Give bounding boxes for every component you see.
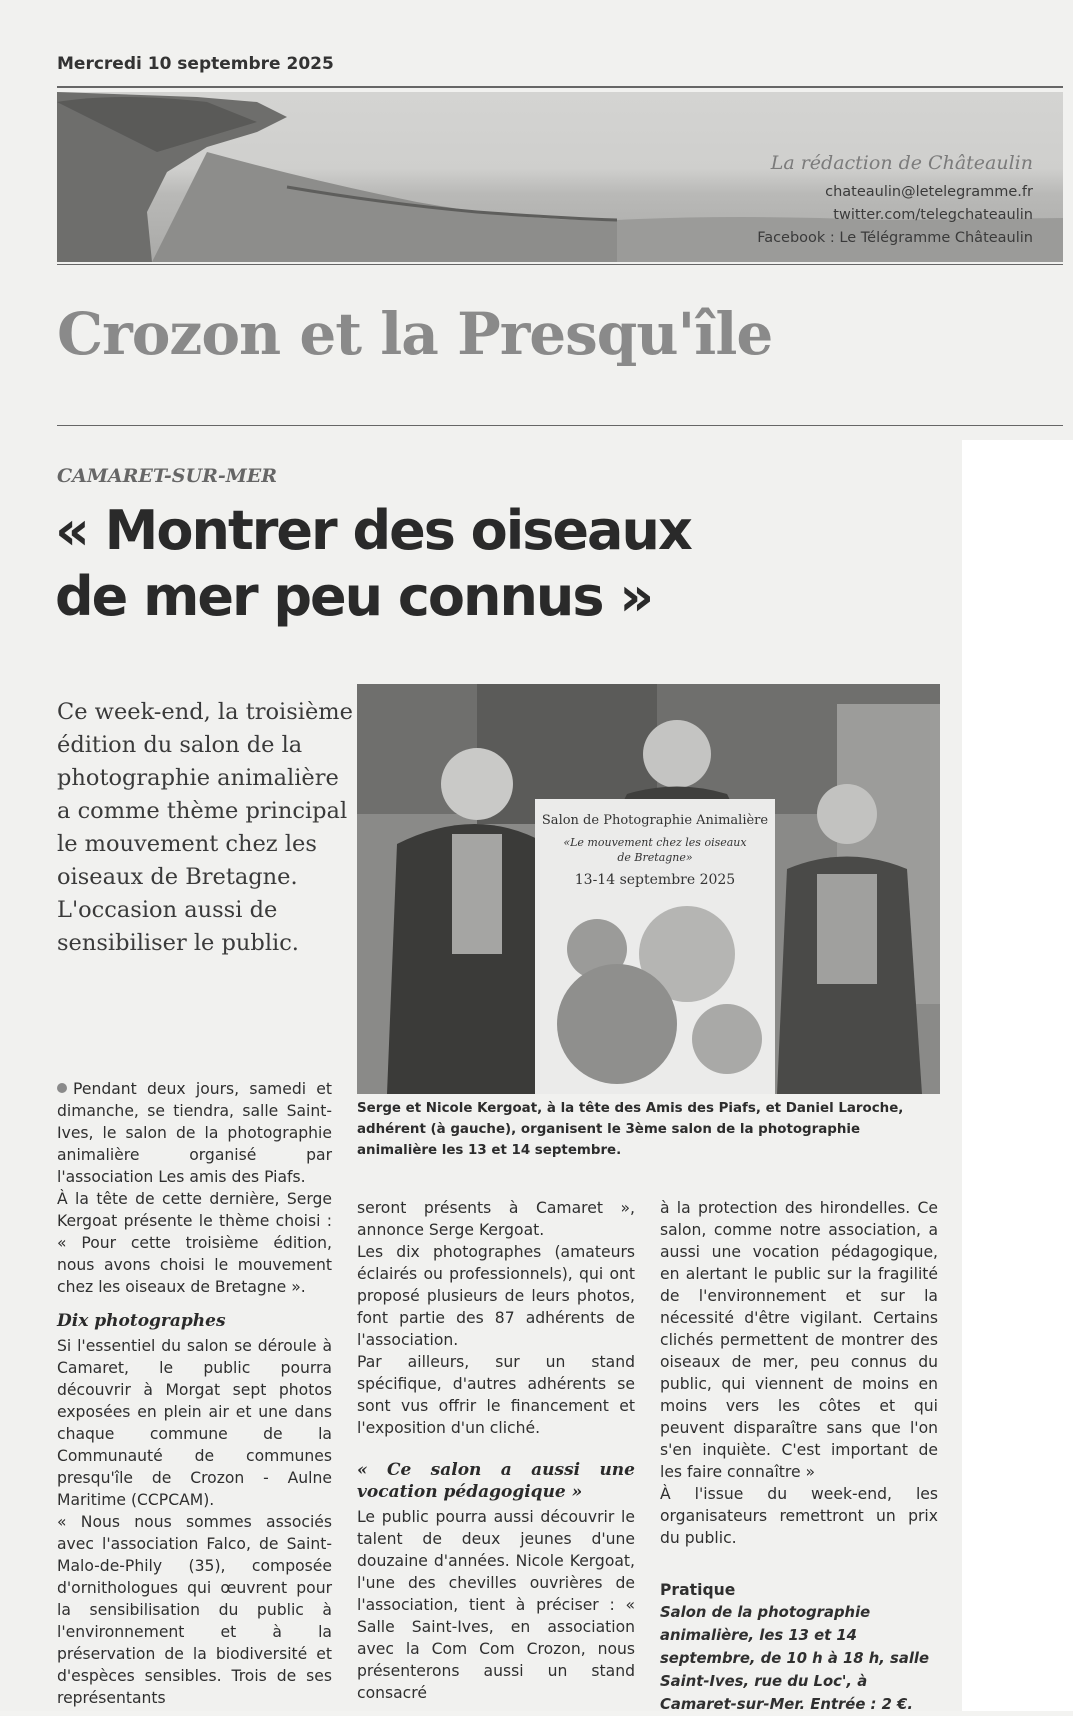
pratique-info: Salon de la photographie animalière, les 13 et 14 septembre, de 10 h à 18 h, salle Saint-Ives, rue du Loc', à Camaret-sur-Mer. Entrée : 2 €. [660,1604,930,1713]
banner-rule [57,264,1063,265]
column-3 [660,1197,938,1716]
col2-paragraph-1: seront présents à Camaret », annonce Serge Kergoat. [357,1199,635,1239]
section-title: Crozon et la Presqu'île [57,300,773,368]
col1-paragraph-3: Si l'essentiel du salon se déroule à Camaret, le public pourra découvrir à Morgat sept photos exposées en plein air et une dans chaque commune de la Communauté de communes presqu'île de Crozon - Aulne Maritime (CCPCAM). [57,1337,332,1509]
photo-illustration [357,684,940,1094]
poster-theme-2: de Bretagne» [617,851,693,864]
section-rule [57,425,1063,426]
headline-line1: « Montrer des oiseaux [55,499,691,562]
contact-twitter: twitter.com/telegchateaulin [833,207,1033,223]
bullet-icon [57,1083,67,1093]
headline-line2: de mer peu connus » [55,565,653,628]
col3-paragraph-1: à la protection des hirondelles. Ce salon, comme notre association, a aussi une vocation pédagogique, en alertant le public sur la fragilité de l'environnement et sur la nécessité d'être vigilant. Certains clichés permettent de montrer des oiseaux de mer, peu connus du public, qui viennent de moins en moins vers les côtes et qui peuvent disparaître sans que l'on s'en inquiète. C'est important de les faire connaître » [660,1199,938,1481]
column-1 [57,1078,332,1709]
redaction-name: La rédaction de Châteaulin [770,152,1033,174]
photo-caption: Serge et Nicole Kergoat, à la tête des Amis des Piafs, et Daniel Laroche, adhérent (à gauche), organisent le 3ème salon de la photographie animalière les 13 et 14 septembre. [357,1101,904,1158]
subheading-dix-photographes: Dix photographes [57,1311,226,1331]
poster-dates: 13-14 septembre 2025 [574,872,736,888]
issue-date: Mercredi 10 septembre 2025 [57,54,334,74]
col3-paragraph-2: À l'issue du week-end, les organisateurs remettront un prix du public. [660,1485,938,1547]
location-kicker: CAMARET-SUR-MER [57,465,278,487]
poster-title: Salon de Photographie Animalière [541,813,769,828]
col2-paragraph-3: Par ailleurs, sur un stand spécifique, d'autres adhérents se sont vus offrir le financement et l'exposition d'un cliché. [357,1353,635,1437]
top-rule [57,86,1063,88]
header-banner [57,92,1063,262]
column-2 [357,1197,635,1704]
col1-paragraph-4: « Nous nous sommes associés avec l'association Falco, de Saint-Malo-de-Phily (35), composée d'ornithologues qui œuvrent pour la sensibilisation du public à l'environnement et à la préservation de la biodiversité et d'espèces sensibles. Trois de ses représentants [57,1513,332,1707]
col1-paragraph-2: À la tête de cette dernière, Serge Kergoat présente le thème choisi : « Pour cette troisième édition, nous avons choisi le mouvement chez les oiseaux de Bretagne ». [57,1190,332,1296]
newsroom-contact [757,152,1033,250]
lead-paragraph: Ce week-end, la troisième édition du salon de la photographie animalière a comme thème principal le mouvement chez les oiseaux de Bretagne. L'occasion aussi de sensibiliser le public. [57,699,353,956]
pratique-heading: Pratique [660,1581,736,1599]
headline [55,498,935,630]
subheading-vocation: « Ce salon a aussi une vocation pédagogique » [357,1460,635,1502]
article-photo [357,684,940,1094]
col2-paragraph-2: Les dix photographes (amateurs éclairés ou professionnels), qui ont proposé plusieurs de leurs photos, font partie des 87 adhérents de l'association. [357,1243,635,1349]
contact-email: chateaulin@letelegramme.fr [825,184,1033,200]
poster-theme: «Le mouvement chez les oiseaux [563,836,747,849]
col2-paragraph-4: Le public pourra aussi découvrir le talent de deux jeunes d'une douzaine d'années. Nicole Kergoat, l'une des chevilles ouvrières de l'association, tient à préciser : « Salle Saint-Ives, en association avec la Com Com Crozon, nous présenterons aussi un stand consacré [357,1508,635,1702]
contact-facebook: Facebook : Le Télégramme Châteaulin [757,230,1033,246]
blank-margin [962,440,1073,1711]
col1-paragraph-1: Pendant deux jours, samedi et dimanche, se tiendra, salle Saint-Ives, le salon de la photographie animalière organisé par l'association Les amis des Piafs. [57,1080,332,1186]
